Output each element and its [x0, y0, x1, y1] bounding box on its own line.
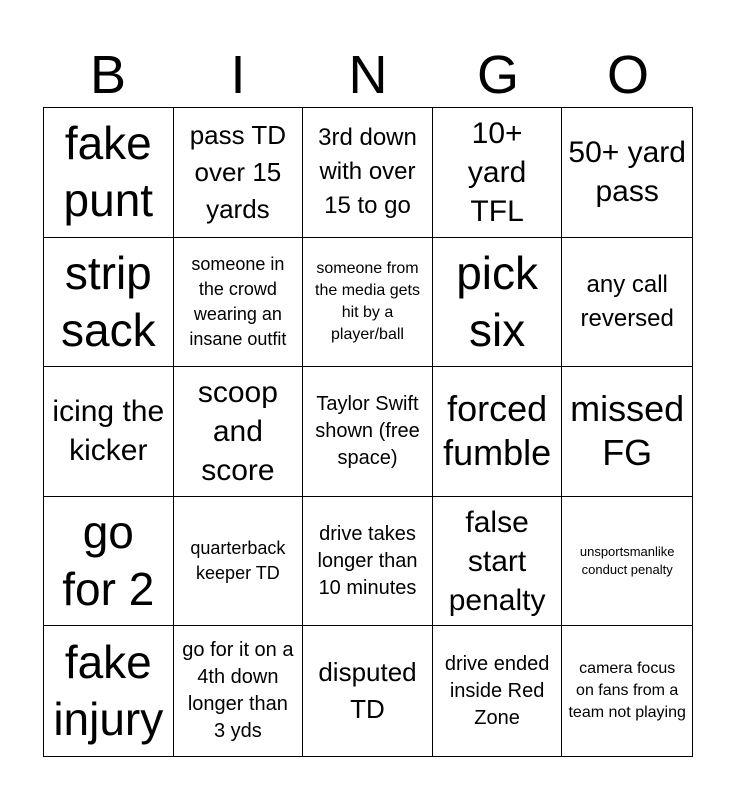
- header-letter-i: I: [230, 45, 246, 105]
- cell-label: Taylor Swift shown (free space): [315, 392, 420, 469]
- cell-label: fake punt: [63, 117, 154, 227]
- bingo-cell-r5-c4[interactable]: [433, 626, 563, 756]
- bingo-cell-r2-c3[interactable]: [303, 238, 433, 368]
- cell-label: disputed TD: [318, 657, 417, 725]
- cell-label: icing the kicker: [52, 395, 165, 468]
- bingo-cell-r2-c5[interactable]: [562, 238, 692, 368]
- cell-label: drive takes longer than 10 minutes: [317, 522, 418, 599]
- cell-label: false start penalty: [448, 505, 546, 617]
- bingo-cell-r1-c4[interactable]: [433, 108, 563, 238]
- header-letter-n: N: [348, 45, 388, 105]
- bingo-cell-r4-c1[interactable]: [44, 497, 174, 627]
- cell-label: drive ended inside Red Zone: [444, 652, 550, 729]
- bingo-header: [43, 42, 693, 108]
- cell-label: unsportsmanlike conduct penalty: [579, 544, 675, 578]
- cell-label: 10+ yard TFL: [467, 116, 527, 228]
- bingo-cell-r1-c1[interactable]: [44, 108, 174, 238]
- bingo-cell-r4-c4[interactable]: [433, 497, 563, 627]
- cell-label: forced fumble: [443, 388, 552, 474]
- cell-label: someone in the crowd wearing an insane outfit: [189, 253, 287, 349]
- bingo-cell-r3-c5[interactable]: [562, 367, 692, 497]
- header-letter-o: O: [606, 45, 649, 105]
- bingo-cell-r2-c1[interactable]: [44, 238, 174, 368]
- header-letter-b: B: [89, 45, 127, 105]
- bingo-cell-r1-c5[interactable]: [562, 108, 692, 238]
- bingo-cell-r1-c3[interactable]: [303, 108, 433, 238]
- bingo-cell-r3-c4[interactable]: [433, 367, 563, 497]
- cell-label: quarterback keeper TD: [190, 538, 286, 584]
- cell-label: pass TD over 15 yards: [189, 119, 287, 224]
- bingo-cell-r5-c2[interactable]: [174, 626, 304, 756]
- cell-label: camera focus on fans from a team not playing: [568, 660, 686, 722]
- header-letter-g: G: [476, 45, 519, 105]
- bingo-cell-r4-c3[interactable]: [303, 497, 433, 627]
- bingo-cell-r5-c3[interactable]: [303, 626, 433, 756]
- cell-label: missed FG: [570, 388, 685, 474]
- cell-label: strip sack: [61, 246, 156, 356]
- bingo-cell-r2-c2[interactable]: [174, 238, 304, 368]
- cell-label: fake injury: [53, 636, 164, 746]
- bingo-cell-r1-c2[interactable]: [174, 108, 304, 238]
- bingo-cell-r5-c1[interactable]: [44, 626, 174, 756]
- bingo-cell-r4-c5[interactable]: [562, 497, 692, 627]
- bingo-cell-r2-c4[interactable]: [433, 238, 563, 368]
- bingo-cell-r3-c3[interactable]: [303, 367, 433, 497]
- bingo-cell-r5-c5[interactable]: [562, 626, 692, 756]
- bingo-board: [43, 107, 693, 757]
- cell-label: scoop and score: [197, 375, 278, 487]
- cell-label: go for 2: [62, 506, 155, 616]
- bingo-cell-r3-c2[interactable]: [174, 367, 304, 497]
- cell-label: go for it on a 4th down longer than 3 yds: [182, 639, 294, 743]
- cell-label: 50+ yard pass: [568, 136, 686, 209]
- cell-label: any call reversed: [580, 270, 674, 332]
- cell-label: someone from the media gets hit by a player/ball: [315, 259, 420, 343]
- cell-label: 3rd down with over 15 to go: [318, 124, 417, 220]
- cell-label: pick six: [456, 246, 538, 356]
- bingo-cell-r4-c2[interactable]: [174, 497, 304, 627]
- bingo-cell-r3-c1[interactable]: [44, 367, 174, 497]
